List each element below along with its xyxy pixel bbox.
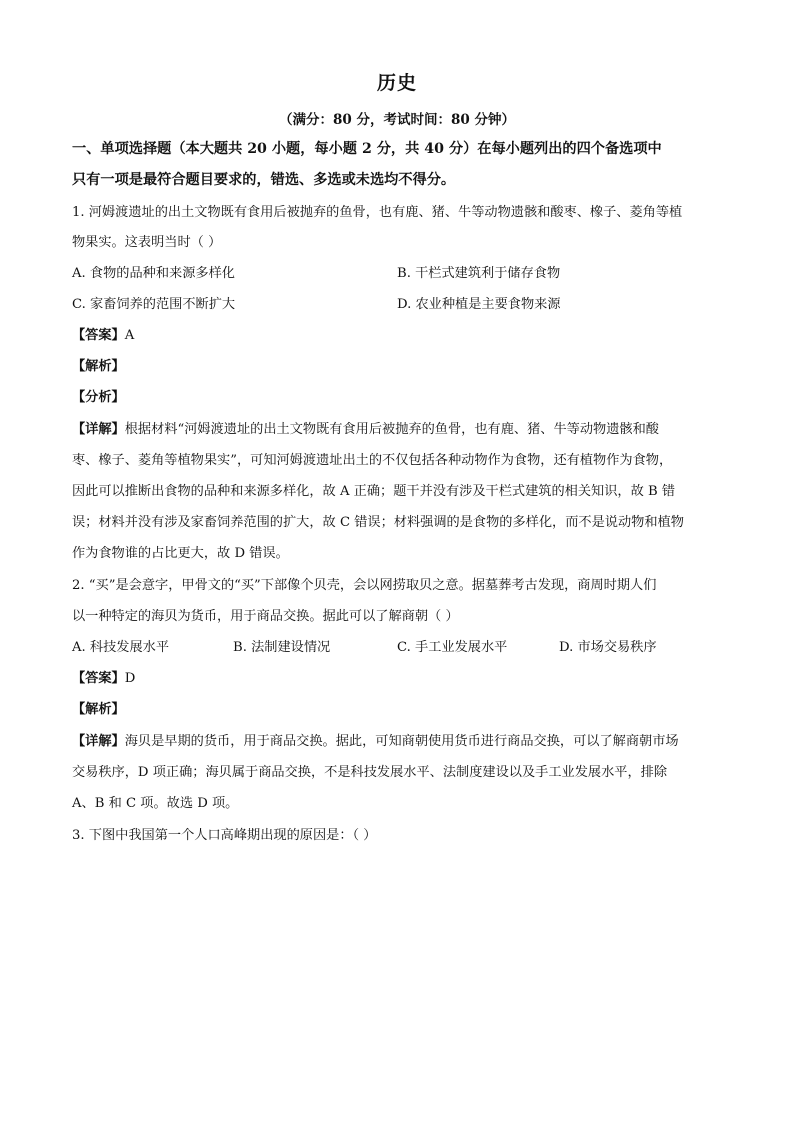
detail-label: 【详解】 <box>72 734 125 749</box>
detail-text: 根据材料“河姆渡遗址的出土文物既有食用后被抛弃的鱼骨，也有鹿、猪、牛等动物遗骸和酸 <box>124 422 659 437</box>
q1-detail-line-5: 作为食物谁的占比更大，故 D 错误。 <box>72 546 289 561</box>
q2-detail-line-2: 交易秩序，D 项正确；海贝属于商品交换，不是科技发展水平、法制度建设以及手工业发展水平，排除 <box>72 765 668 780</box>
q1-option-b: B. 干栏式建筑利于储存食物 <box>397 266 561 281</box>
q2-detail-line-1 <box>72 732 722 752</box>
fenxi-label: 【分析】 <box>72 390 125 405</box>
answer-value: D <box>124 671 136 686</box>
q1-detail-line-3: 因此可以推断出食物的品种和来源多样化，故 A 正确；题干并没有涉及干栏式建筑的相关知识，故 B 错 <box>72 484 676 499</box>
q1-fenxi-label <box>72 388 125 408</box>
detail-text: 海贝是早期的货币，用于商品交换。据此，可知商朝使用货币进行商品交换，可以了解商朝市场 <box>124 734 679 749</box>
section-heading-line-1: 一、单项选择题（本大题共 20 小题，每小题 2 分，共 40 分）在每小题列出的四个备选项中 <box>72 141 662 157</box>
q2-answer <box>72 669 135 689</box>
answer-label: 【答案】 <box>72 328 125 343</box>
q2-stem-line-1: 2. “买”是会意字，甲骨文的“买”下部像个贝壳，会以网捞取贝之意。据墓葬考古发现，商周时期人们 <box>72 578 657 593</box>
q1-option-d: D. 农业种植是主要食物来源 <box>397 297 561 312</box>
exam-info: （满分：80 分，考试时间：80 分钟） <box>279 112 515 128</box>
q1-stem-line-1: 1. 河姆渡遗址的出土文物既有食用后被抛弃的鱼骨，也有鹿、猪、牛等动物遗骸和酸枣、橡子、菱角等植 <box>72 205 683 220</box>
q1-detail-line-1 <box>72 420 722 440</box>
q1-detail-line-2: 枣、橡子、菱角等植物果实”，可知河姆渡遗址出土的不仅包括各种动物作为食物，还有植物作为食物， <box>72 453 673 468</box>
q3-stem-line-1: 3. 下图中我国第一个人口高峰期出现的原因是：（ ） <box>72 828 377 843</box>
q2-analysis-label <box>72 700 125 720</box>
q2-option-d: D. 市场交易秩序 <box>559 640 657 655</box>
q2-option-a: A. 科技发展水平 <box>72 640 170 655</box>
analysis-label: 【解析】 <box>72 702 125 717</box>
page-title: 历史 <box>376 72 417 94</box>
section-heading-line-2: 只有一项是最符合题目要求的，错选、多选或未选均不得分。 <box>72 172 456 188</box>
q1-detail-line-4: 误；材料并没有涉及家畜饲养范围的扩大，故 C 错误；材料强调的是食物的多样化，而不是说动物和植物 <box>72 515 684 530</box>
q1-analysis-label <box>72 357 125 377</box>
answer-value: A <box>124 328 135 343</box>
detail-label: 【详解】 <box>72 422 125 437</box>
q2-detail-line-3: A、B 和 C 项。故选 D 项。 <box>72 796 239 811</box>
analysis-label: 【解析】 <box>72 359 125 374</box>
q2-option-c: C. 手工业发展水平 <box>397 640 508 655</box>
q2-option-b: B. 法制建设情况 <box>233 640 331 655</box>
q1-stem-line-2: 物果实。这表明当时（ ） <box>72 235 222 250</box>
q1-option-c: C. 家畜饲养的范围不断扩大 <box>72 297 236 312</box>
q2-stem-line-2: 以一种特定的海贝为货币，用于商品交换。据此可以了解商朝（ ） <box>72 609 459 624</box>
q1-option-a: A. 食物的品种和来源多样化 <box>72 266 235 281</box>
answer-label: 【答案】 <box>72 671 125 686</box>
q1-answer <box>72 326 134 346</box>
